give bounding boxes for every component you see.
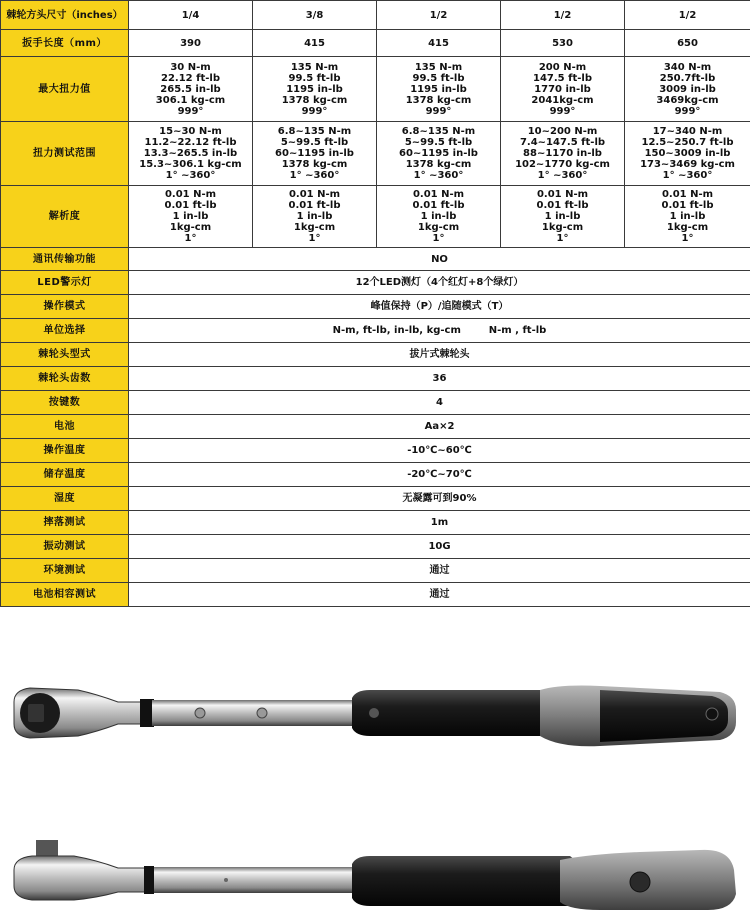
label-head-type: 棘轮头型式 [1,343,129,367]
cell: 0.01 N-m 0.01 ft-lb 1 in-lb 1kg-cm 1° [501,186,625,248]
cell: 3/8 [253,1,377,30]
cell: 0.01 N-m 0.01 ft-lb 1 in-lb 1kg-cm 1° [129,186,253,248]
product-photos [0,624,750,912]
row-operating-temp [1,439,750,463]
label-wrench-length: 扳手长度（mm） [1,30,129,57]
row-head-type [1,343,750,367]
label-mode: 操作模式 [1,295,129,319]
row-battery [1,415,750,439]
cell: 1/2 [377,1,501,30]
cell: 6.8~135 N-m 5~99.5 ft-lb 60~1195 in-lb 1378 kg-cm 1° ~360° [377,122,501,186]
row-teeth [1,367,750,391]
cell: 0.01 N-m 0.01 ft-lb 1 in-lb 1kg-cm 1° [377,186,501,248]
row-torque-range [1,122,750,186]
row-max-torque [1,57,750,122]
cell: -20℃~70℃ [129,463,750,487]
cell: 135 N-m 99.5 ft-lb 1195 in-lb 1378 kg-cm 999° [253,57,377,122]
cell: 650 [625,30,750,57]
label-communication: 通讯传输功能 [1,248,129,271]
label-operating-temp: 操作温度 [1,439,129,463]
row-wrench-length [1,30,750,57]
cell: 通过 [129,559,750,583]
cell: 30 N-m 22.12 ft-lb 265.5 in-lb 306.1 kg-cm 999° [129,57,253,122]
cell: 415 [253,30,377,57]
label-storage-temp: 储存温度 [1,463,129,487]
label-environment-test: 环境测试 [1,559,129,583]
label-drop-test: 摔落测试 [1,511,129,535]
cell: 530 [501,30,625,57]
cell: 1/2 [625,1,750,30]
row-mode [1,295,750,319]
cell: -10℃~60℃ [129,439,750,463]
label-ratchet-size: 棘轮方头尺寸（inches） [1,1,129,30]
label-keys: 按键数 [1,391,129,415]
label-battery-compat-test: 电池相容测试 [1,583,129,607]
row-storage-temp [1,463,750,487]
row-battery-compat-test [1,583,750,607]
row-ratchet-size [1,1,750,30]
label-teeth: 棘轮头齿数 [1,367,129,391]
cell: 峰值保持（P）/追随模式（T） [129,295,750,319]
cell: 135 N-m 99.5 ft-lb 1195 in-lb 1378 kg-cm 999° [377,57,501,122]
cell: 0.01 N-m 0.01 ft-lb 1 in-lb 1kg-cm 1° [625,186,750,248]
cell: 10~200 N-m 7.4~147.5 ft-lb 88~1170 in-lb 102~1770 kg-cm 1° ~360° [501,122,625,186]
cell: 1/2 [501,1,625,30]
cell: 通过 [129,583,750,607]
label-units: 单位选择 [1,319,129,343]
wrench-side-view [14,840,736,910]
cell: 36 [129,367,750,391]
cell: 17~340 N-m 12.5~250.7 ft-lb 150~3009 in-lb 173~3469 kg-cm 1° ~360° [625,122,750,186]
cell: 12个LED测灯（4个红灯+8个绿灯） [129,271,750,295]
cell: 10G [129,535,750,559]
label-max-torque: 最大扭力值 [1,57,129,122]
cell: 390 [129,30,253,57]
cell: 415 [377,30,501,57]
cell: 340 N-m 250.7ft-lb 3009 in-lb 3469kg-cm 999° [625,57,750,122]
label-humidity: 湿度 [1,487,129,511]
row-vibration-test [1,535,750,559]
row-keys [1,391,750,415]
cell: 200 N-m 147.5 ft-lb 1770 in-lb 2041kg-cm 999° [501,57,625,122]
cell: 1m [129,511,750,535]
cell: 6.8~135 N-m 5~99.5 ft-lb 60~1195 in-lb 1378 kg-cm 1° ~360° [253,122,377,186]
label-led: LED警示灯 [1,271,129,295]
row-humidity [1,487,750,511]
label-resolution: 解析度 [1,186,129,248]
cell: NO [129,248,750,271]
label-battery: 电池 [1,415,129,439]
row-led [1,271,750,295]
row-environment-test [1,559,750,583]
cell: Aa×2 [129,415,750,439]
cell: 拔片式棘轮头 [129,343,750,367]
cell: 无凝露可到90% [129,487,750,511]
label-torque-range: 扭力测试范围 [1,122,129,186]
wrench-top-view [14,686,736,747]
cell: 0.01 N-m 0.01 ft-lb 1 in-lb 1kg-cm 1° [253,186,377,248]
cell: 15~30 N-m 11.2~22.12 ft-lb 13.3~265.5 in-lb 15.3~306.1 kg-cm 1° ~360° [129,122,253,186]
label-vibration-test: 振动测试 [1,535,129,559]
cell: 4 [129,391,750,415]
row-resolution [1,186,750,248]
cell: 1/4 [129,1,253,30]
row-communication [1,248,750,271]
cell: N-m, ft-lb, in-lb, kg-cm N-m , ft-lb [129,319,750,343]
row-units [1,319,750,343]
row-drop-test [1,511,750,535]
